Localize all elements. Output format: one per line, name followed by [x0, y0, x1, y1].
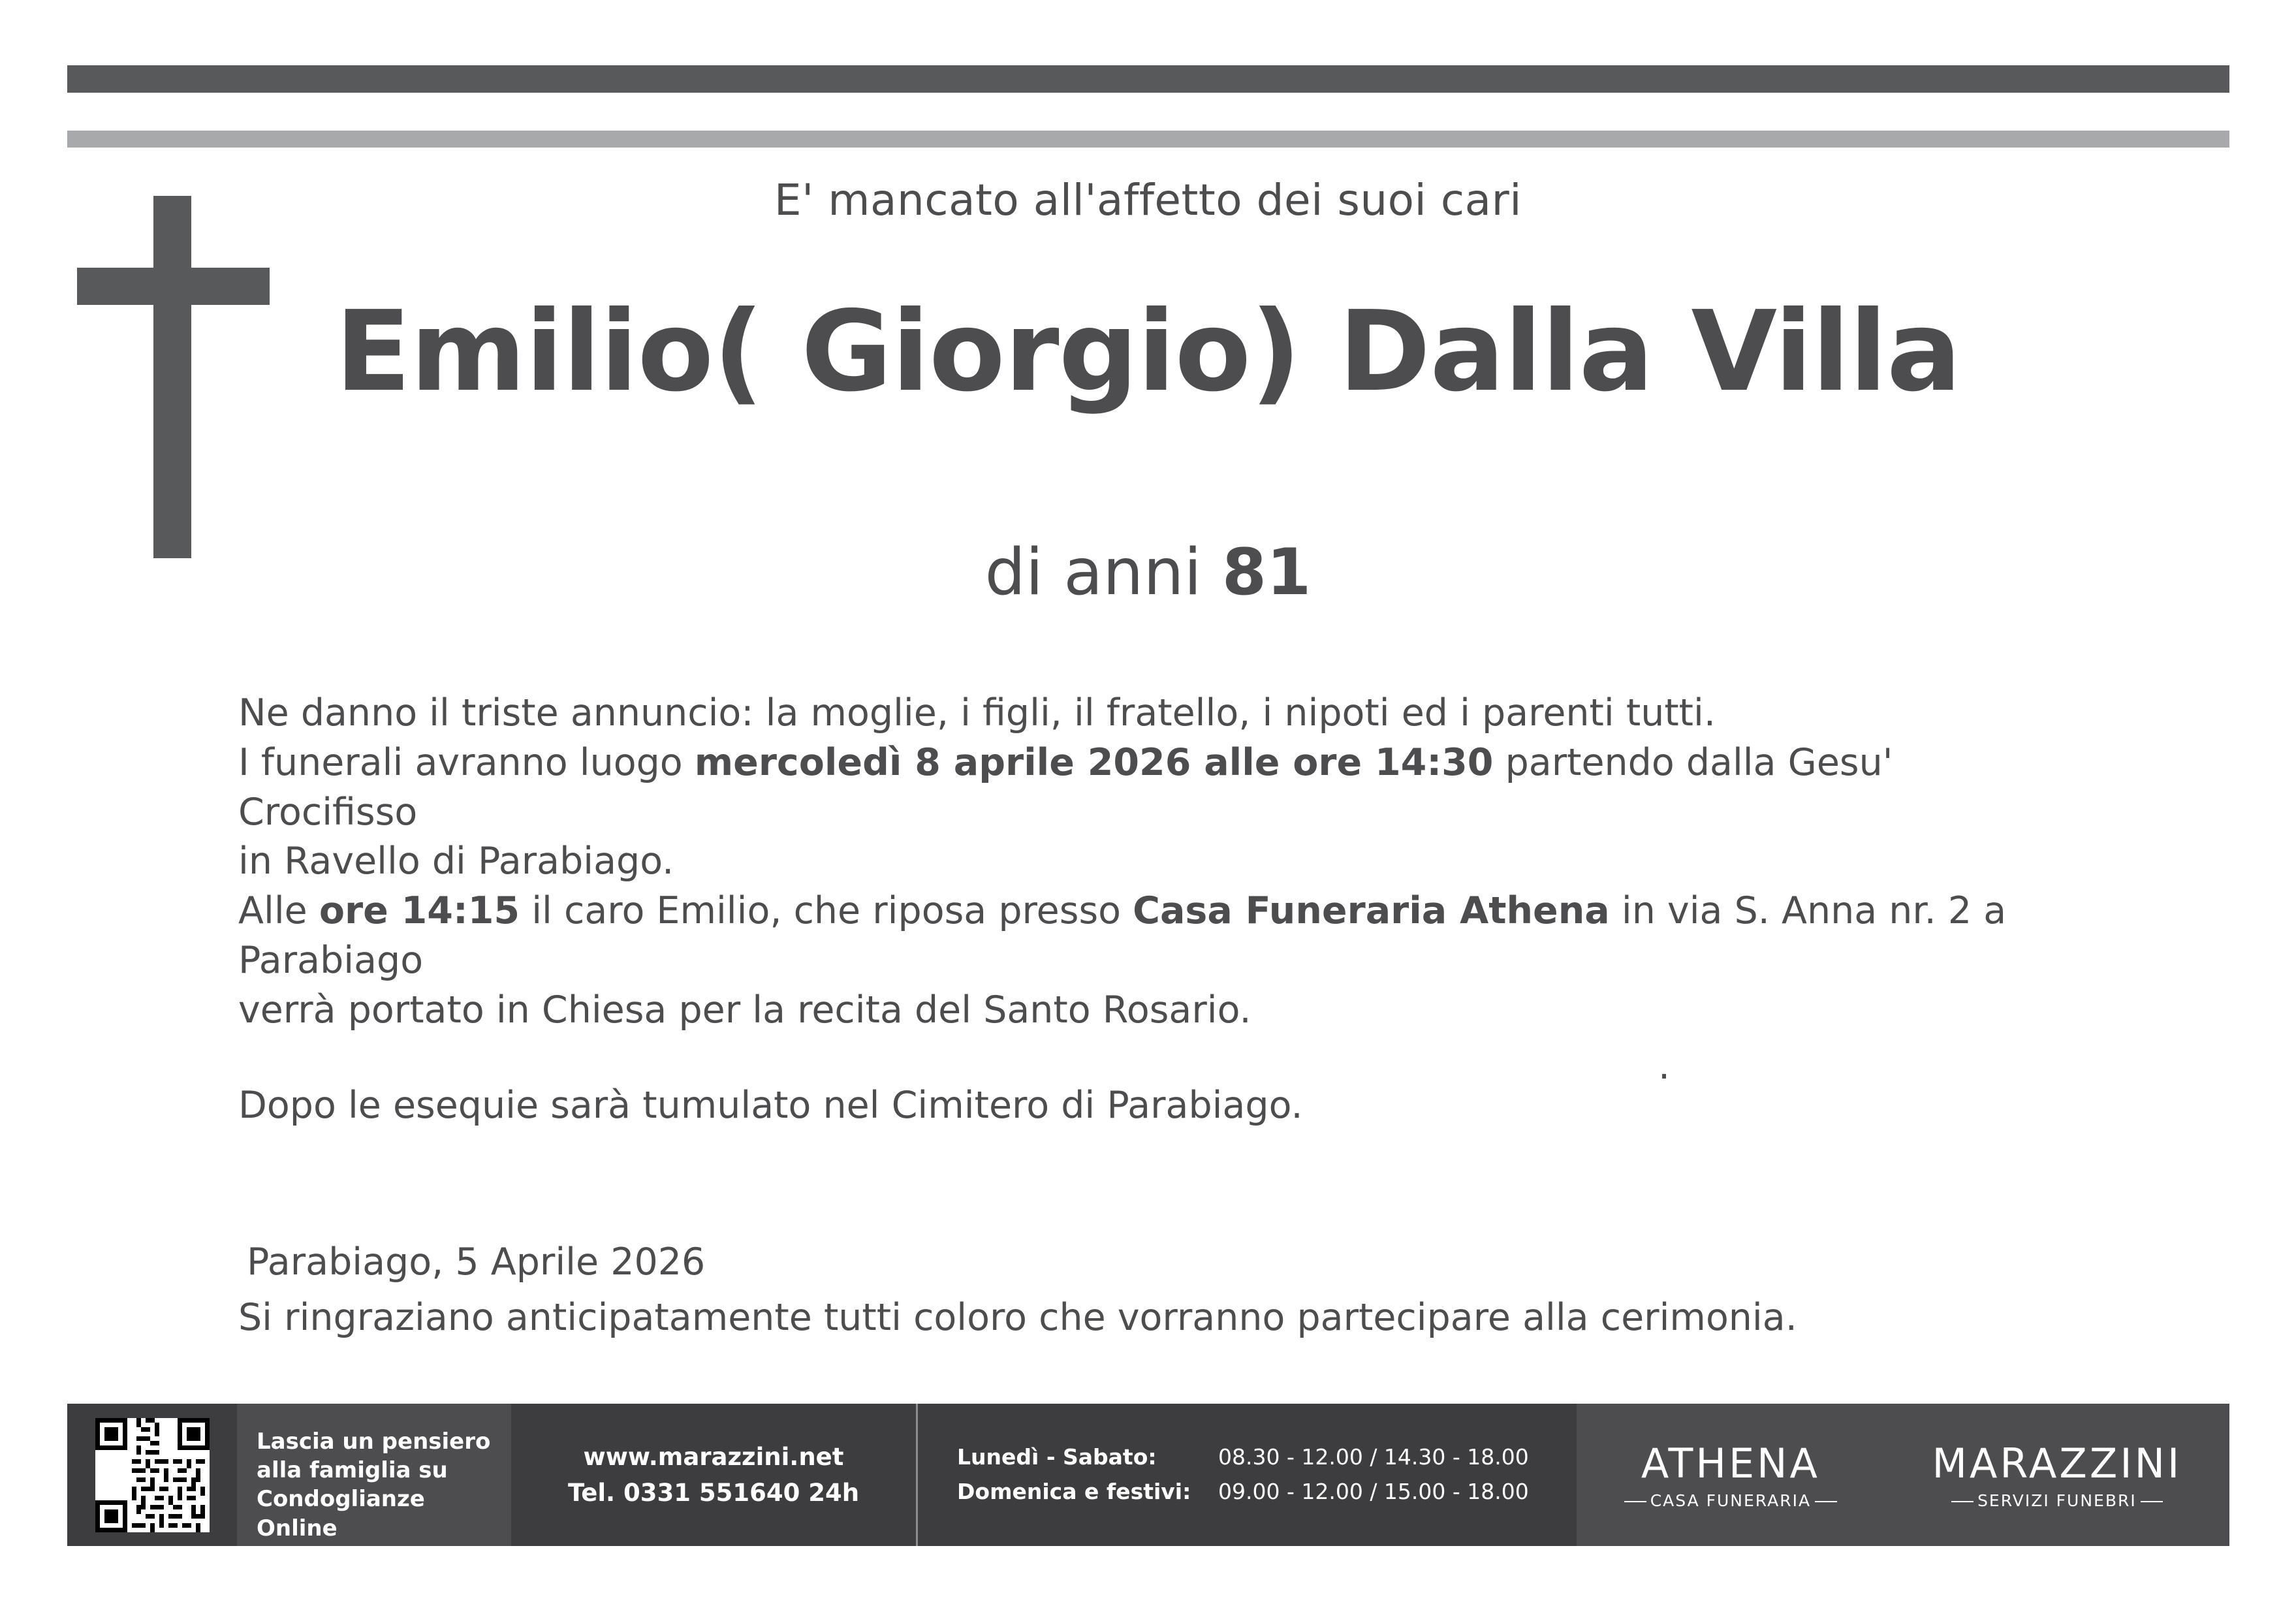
body-line-2a: I funerali avranno luogo [238, 740, 695, 784]
place-and-date: Parabiago, 5 Aprile 2026 [247, 1240, 706, 1284]
body-line-4 [238, 887, 2079, 986]
body-line-3: in Ravello di Parabiago. [238, 840, 674, 883]
age-prefix: di anni [984, 535, 1222, 610]
rosary-time: ore 14:15 [319, 889, 520, 933]
thanks-text: Si ringraziano anticipatamente tutti coloro che vorranno partecipare alla cerimonia. [238, 1296, 1797, 1339]
body-line-5: verrà portato in Chiesa per la recita del Santo Rosario. [238, 988, 1251, 1032]
brands-panel [1577, 1404, 2229, 1546]
footer-bar [67, 1404, 2229, 1546]
age-value: 81 [1221, 535, 1312, 610]
hours-label: Domenica e festivi: [957, 1479, 1191, 1504]
hours-value: 08.30 - 12.00 / 14.30 - 18.00 [1218, 1444, 1529, 1470]
contact-panel [511, 1404, 918, 1546]
condolences-panel[interactable] [237, 1404, 511, 1546]
brand-marazzini-name: MARAZZINI [1932, 1440, 2182, 1487]
brand-marazzini [1932, 1440, 2182, 1510]
condolences-line-3: Condoglianze [257, 1486, 425, 1513]
stray-dot: . [1658, 1045, 1671, 1088]
funeral-home-name: Casa Funeraria Athena [1133, 889, 1610, 933]
body-line-2 [238, 738, 2079, 838]
top-rule-light [67, 131, 2229, 148]
body-line-1: Ne danno il triste annuncio: la moglie, i figli, il fratello, i nipoti ed i parenti tutti. [238, 691, 1716, 734]
hours-row [957, 1440, 1577, 1475]
condolences-line-1: Lascia un pensiero [257, 1428, 491, 1455]
hours-row [957, 1475, 1577, 1509]
funeral-datetime: mercoledì 8 aprile 2026 alle ore 14:30 [694, 740, 1494, 784]
body-line-6: Dopo le esequie sarà tumulato nel Cimitero di Parabiago. [238, 1083, 1303, 1127]
phone-number[interactable]: Tel. 0331 551640 24h [567, 1479, 860, 1507]
body-line-4a: Alle [238, 889, 319, 933]
intro-text: E' mancato all'affetto dei suoi cari [774, 175, 1522, 225]
qr-code-icon[interactable] [95, 1418, 210, 1532]
top-rule-dark [67, 65, 2229, 93]
brand-athena-name: ATHENA [1641, 1440, 1820, 1487]
hours-value: 09.00 - 12.00 / 15.00 - 18.00 [1218, 1479, 1529, 1504]
brand-marazzini-tagline: SERVIZI FUNEBRI [1951, 1491, 2163, 1510]
website-link[interactable]: www.marazzini.net [583, 1442, 844, 1471]
hours-label: Lunedì - Sabato: [957, 1444, 1157, 1470]
body-line-2c: partendo dalla Gesu' Crocifisso [238, 740, 1893, 834]
condolences-line-4: Online [257, 1515, 338, 1541]
age-line [0, 535, 2296, 610]
condolences-line-2: alla famiglia su [257, 1457, 448, 1484]
qr-panel [67, 1404, 237, 1546]
brand-athena-tagline: CASA FUNERARIA [1624, 1491, 1837, 1510]
body-line-4e: in via S. Anna nr. 2 a Parabiago [238, 889, 2007, 982]
opening-hours-panel [918, 1404, 1577, 1546]
paragraph-gap [238, 1035, 2079, 1081]
body-line-4c: il caro Emilio, che riposa presso [520, 889, 1133, 933]
deceased-name: Emilio( Giorgio) Dalla Villa [335, 287, 1961, 417]
brand-athena [1624, 1440, 1837, 1510]
announcement-body [238, 689, 2079, 1130]
